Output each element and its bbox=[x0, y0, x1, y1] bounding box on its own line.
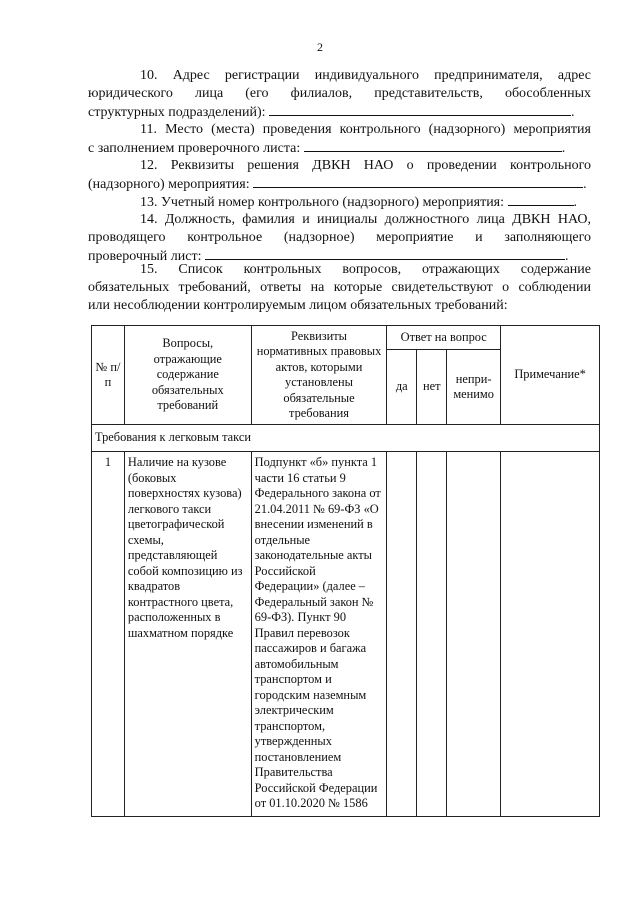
item-15-question-list bbox=[88, 261, 591, 315]
table-row bbox=[92, 452, 600, 817]
row-1-answer-no[interactable] bbox=[417, 452, 447, 817]
header-note: Примечание* bbox=[501, 326, 600, 425]
header-yes: да bbox=[387, 350, 417, 425]
item-13-line-1 bbox=[88, 193, 591, 212]
item-14-official bbox=[88, 211, 591, 266]
item-12-blank-field[interactable] bbox=[253, 175, 583, 188]
row-1-answer-yes[interactable] bbox=[387, 452, 417, 817]
item-15-line-1: 15. Список контрольных вопросов, отражающих содержание bbox=[140, 262, 591, 277]
item-14-period: . bbox=[565, 249, 569, 264]
item-10-line-2: юридического лица (его филиалов, представительств, обособленных bbox=[88, 86, 591, 101]
header-answer: Ответ на вопрос bbox=[387, 326, 501, 350]
header-questions: Вопросы, отражающие содержание обязательных требований bbox=[124, 326, 251, 425]
row-1-requisites: Подпункт «б» пункта 1 части 16 статьи 9 Федерального закона от 21.04.2011 № 69-ФЗ «О внесении изменений в отдельные законодательные акты Российской Федерации» (далее – Федеральный закон № 69-ФЗ). Пункт 90 Правил перевозок пассажиров и багажа автомобильным транспортом и городским наземным электрическим транспортом, утвержденных постановлением Правительства Российской Федерации от 01.10.2020 № 1586 bbox=[251, 452, 387, 817]
section-title: Требования к легковым такси bbox=[92, 425, 600, 452]
item-14-line-1: 14. Должность, фамилия и инициалы должностного лица ДВКН НАО, bbox=[140, 212, 591, 227]
item-12-line-2-text: (надзорного) мероприятия: bbox=[88, 177, 250, 192]
item-10-line-1: 10. Адрес регистрации индивидуального предпринимателя, адрес bbox=[140, 68, 591, 83]
header-num: № п/п bbox=[92, 326, 125, 425]
item-15-line-3: или несоблюдении контролируемым лицом обязательных требований: bbox=[88, 298, 508, 313]
row-1-answer-not-applicable[interactable] bbox=[447, 452, 501, 817]
item-12-period: . bbox=[583, 177, 587, 192]
item-13-registration-number bbox=[88, 193, 591, 212]
item-11-blank-field[interactable] bbox=[304, 139, 562, 152]
item-10-line-3-text: структурных подразделений): bbox=[88, 105, 266, 120]
row-1-question: Наличие на кузове (боковых поверхностях кузова) легкового такси цветографической схемы, представляющей собой композицию из квадратов контрастного цвета, расположенных в шахматном порядке bbox=[124, 452, 251, 817]
table-section-row bbox=[92, 425, 600, 452]
header-no: нет bbox=[417, 350, 447, 425]
item-10-period: . bbox=[571, 105, 575, 120]
item-11-line-2-text: с заполнением проверочного листа: bbox=[88, 141, 301, 156]
header-not-applicable: непри-менимо bbox=[447, 350, 501, 425]
item-12-line-1: 12. Реквизиты решения ДВКН НАО о проведении контрольного bbox=[140, 158, 591, 173]
item-14-line-2: проводящего контрольное (надзорное) мероприятие и заполняющего bbox=[88, 230, 591, 245]
item-15-line-2: обязательных требований, ответы на которые свидетельствуют о соблюдении bbox=[88, 280, 591, 295]
requirements-table bbox=[91, 325, 600, 817]
row-1-num: 1 bbox=[92, 452, 125, 817]
table-header-row-1 bbox=[92, 326, 600, 350]
row-1-note[interactable] bbox=[501, 452, 600, 817]
item-12-line-2 bbox=[88, 175, 591, 194]
item-11-line-2 bbox=[88, 139, 591, 158]
page-number: 2 bbox=[317, 40, 323, 54]
item-11-line-1: 11. Место (места) проведения контрольного (надзорного) мероприятия bbox=[140, 122, 591, 137]
item-11-location bbox=[88, 121, 591, 158]
item-14-line-3-text: проверочный лист: bbox=[88, 249, 202, 264]
item-13-blank-field[interactable] bbox=[508, 193, 574, 206]
item-10-registration-address bbox=[88, 67, 591, 122]
item-10-line-3 bbox=[88, 103, 591, 122]
item-12-decision-requisites bbox=[88, 157, 591, 194]
item-10-blank-field[interactable] bbox=[269, 103, 571, 116]
item-13-period: . bbox=[573, 195, 578, 210]
header-requisites: Реквизиты нормативных правовых актов, которыми установлены обязательные требования bbox=[251, 326, 387, 425]
item-14-blank-field[interactable] bbox=[205, 247, 565, 260]
item-13-line-1-text: 13. Учетный номер контрольного (надзорного) мероприятия: bbox=[140, 195, 505, 210]
item-11-period: . bbox=[561, 141, 566, 156]
